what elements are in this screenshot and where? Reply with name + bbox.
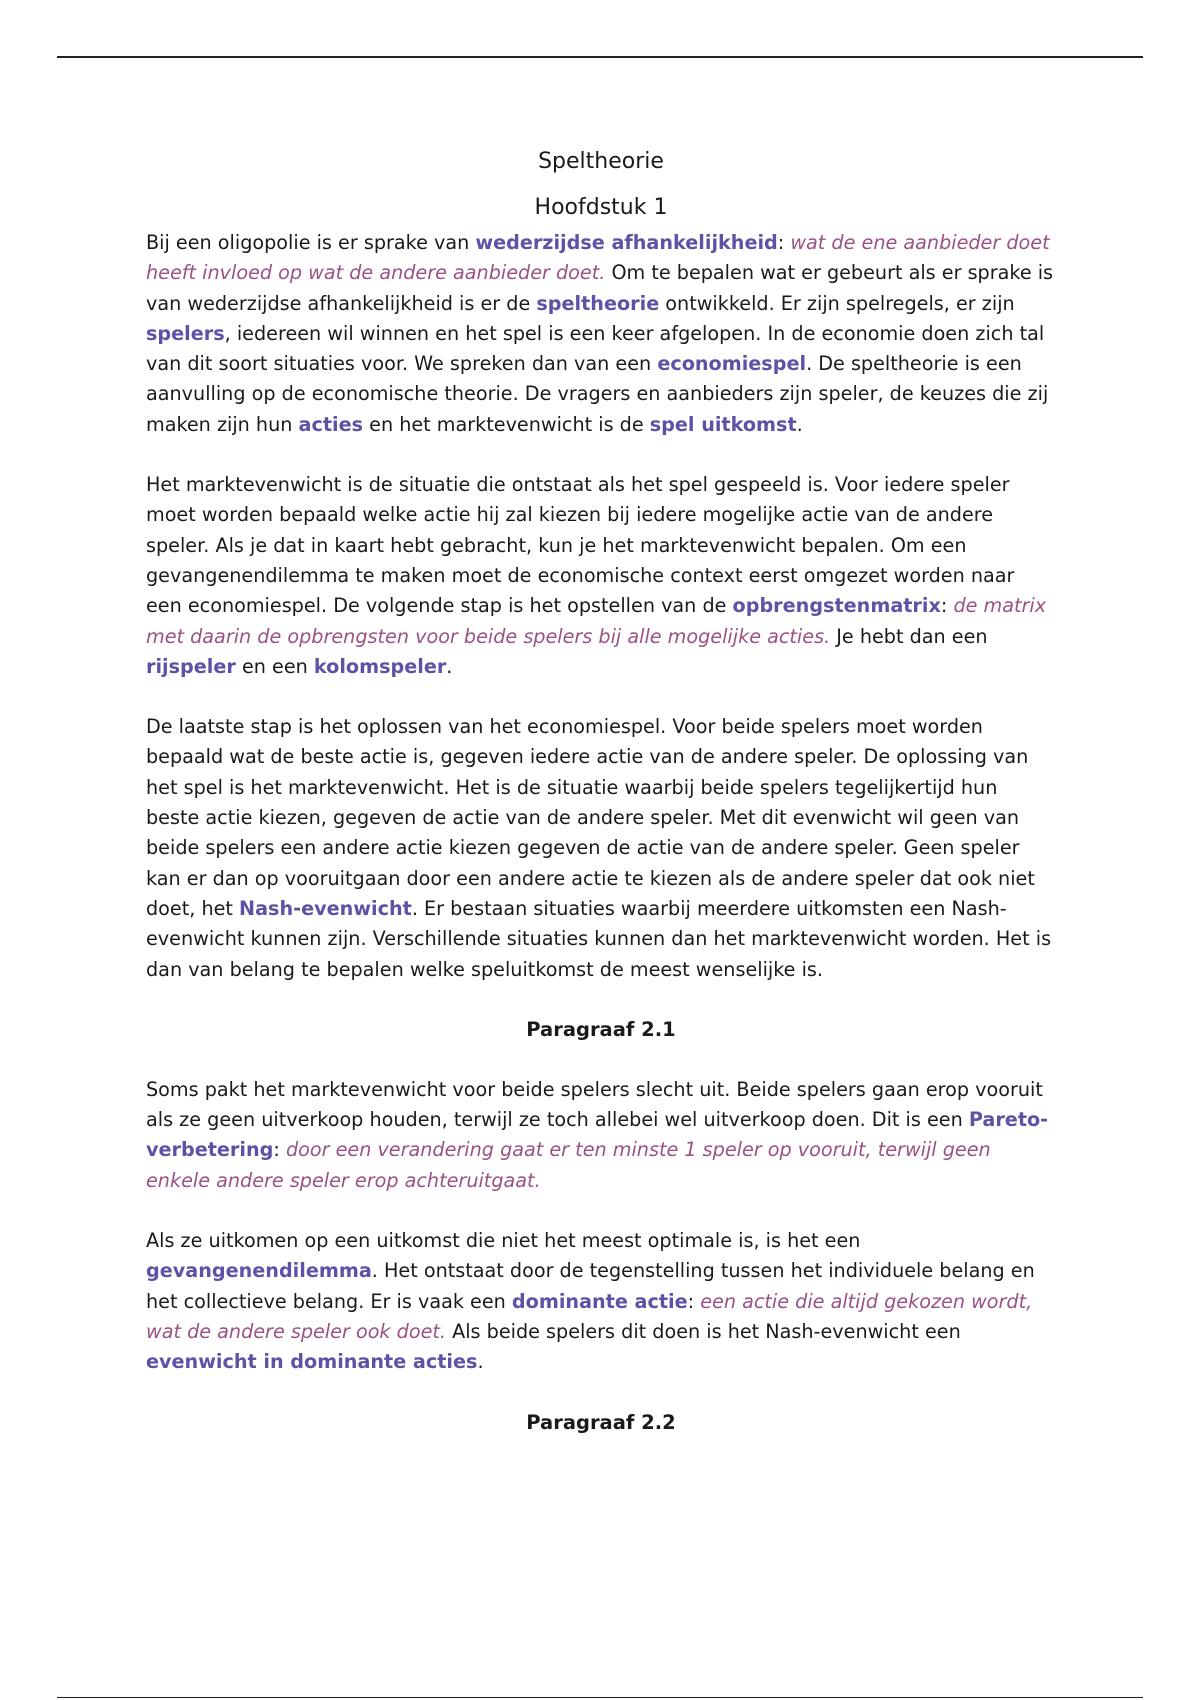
term-rijspeler: rijspeler bbox=[146, 654, 236, 678]
text-segment: Soms pakt het marktevenwicht voor beide spelers slecht uit. Beide spelers gaan erop vooruit als ze geen uitverkoop houden, terwijl ze toch allebei wel uitverkoop doen. Dit is een bbox=[146, 1077, 1043, 1132]
text-segment: Als ze uitkomen op een uitkomst die niet het meest optimale is, is het een bbox=[146, 1229, 861, 1253]
definition-pareto-verbetering: door een verandering gaat er ten minste 1 speler op vooruit, terwijl geen enkele andere speler erop achteruitgaat. bbox=[146, 1138, 991, 1192]
section-heading-2-1: Paragraaf 2.1 bbox=[526, 1017, 676, 1041]
text-segment: De laatste stap is het oplossen van het economiespel. Voor beide spelers moet worden bepaald wat de beste actie is, gegeven iedere actie van de andere speler. De oplossing van het spel is het marktevenwicht. Het is de situatie waarbij beide spelers tegelijkertijd hun beste actie kiezen, gegeven de actie van de andere speler. Met dit evenwicht wil geen van beide spelers een andere actie kiezen gegeven de actie van de andere speler. Geen speler kan er dan op vooruitgaan door een andere actie te kiezen als de andere speler dat ook niet doet, het bbox=[146, 715, 1035, 920]
top-rule bbox=[57, 56, 1143, 58]
text-segment: . De speltheorie is een aanvulling op de economische theorie. De vragers en aanbieders zijn speler, de keuzes die zij maken zijn hun bbox=[146, 352, 1049, 436]
paragraph-oligopolie bbox=[146, 228, 1056, 440]
text-segment: . Er bestaan situaties waarbij meerdere uitkomsten een Nash-evenwicht kunnen zijn. Verschillende situaties kunnen dan het marktevenwicht worden. Het is dan van belang te bepalen welke speluitkomst de meest wenselijke is. bbox=[146, 896, 1052, 981]
term-opbrengstenmatrix: opbrengstenmatrix bbox=[732, 594, 941, 618]
section-heading-2-2: Paragraaf 2.2 bbox=[526, 1410, 676, 1434]
term-kolomspeler: kolomspeler bbox=[313, 654, 447, 678]
paragraph-pareto bbox=[146, 1075, 1056, 1196]
term-speltheorie: speltheorie bbox=[536, 291, 660, 315]
document-body bbox=[146, 140, 1056, 1468]
text-segment: : bbox=[940, 594, 954, 618]
text-segment: Bij een oligopolie is er sprake van bbox=[146, 231, 476, 254]
term-pareto-verbetering: Pareto-verbetering bbox=[146, 1108, 1049, 1162]
paragraph-oplossen bbox=[146, 712, 1056, 985]
text-segment: : bbox=[777, 231, 791, 254]
term-gevangenendilemma: gevangenendilemma bbox=[146, 1259, 372, 1283]
definition-wederzijdse-afhankelijkheid: wat de ene aanbieder doet heeft invloed op wat de andere aanbieder doet. bbox=[146, 231, 1050, 285]
text-segment: : bbox=[273, 1138, 286, 1162]
term-nash-evenwicht: Nash-evenwicht bbox=[239, 896, 412, 920]
term-spelers: spelers bbox=[146, 321, 225, 345]
text-segment: . bbox=[446, 654, 453, 678]
bottom-rule bbox=[57, 1697, 1143, 1698]
term-economiespel: economiespel bbox=[657, 352, 807, 376]
text-segment: en een bbox=[235, 654, 314, 678]
paragraph-marktevenwicht bbox=[146, 470, 1056, 682]
text-segment: Als beide spelers dit doen is het Nash-evenwicht een bbox=[446, 1319, 961, 1343]
term-acties: acties bbox=[298, 412, 364, 436]
definition-dominante-actie: een actie die altijd gekozen wordt, wat de andere speler ook doet. bbox=[146, 1289, 1033, 1343]
term-wederzijdse-afhankelijkheid: wederzijdse afhankelijkheid bbox=[475, 231, 778, 254]
text-segment: en het marktevenwicht is de bbox=[363, 412, 650, 436]
document-title: Speltheorie bbox=[538, 149, 664, 174]
paragraph-gevangenendilemma bbox=[146, 1226, 1056, 1377]
term-dominante-actie: dominante actie bbox=[511, 1289, 688, 1313]
text-segment: Je hebt dan een bbox=[830, 624, 988, 648]
text-segment: . bbox=[477, 1350, 484, 1374]
text-segment: Het marktevenwicht is de situatie die ontstaat als het spel gespeeld is. Voor iedere speler moet worden bepaald welke actie hij zal kiezen bij iedere mogelijke actie van de andere speler. Als je dat in kaart hebt gebracht, kun je het marktevenwicht bepalen. Om een gevangenendilemma te maken moet de economische context eerst omgezet worden naar een economiespel. De volgende stap is het opstellen van de bbox=[146, 473, 1015, 618]
term-evenwicht-in-dominante-acties: evenwicht in dominante acties bbox=[146, 1350, 478, 1374]
definition-opbrengstenmatrix: de matrix met daarin de opbrengsten voor beide spelers bij alle mogelijke acties. bbox=[146, 594, 1047, 648]
text-segment: , iedereen wil winnen en het spel is een keer afgelopen. In de economie doen zich tal van dit soort situaties voor. We spreken dan van een bbox=[146, 321, 1045, 376]
text-segment: . Het ontstaat door de tegenstelling tussen het individuele belang en het collectieve belang. Er is vaak een bbox=[146, 1259, 1035, 1313]
text-segment: : bbox=[687, 1289, 701, 1313]
text-segment: Om te bepalen wat er gebeurt als er sprake is van wederzijdse afhankelijkheid is er de bbox=[146, 261, 1054, 315]
term-spel-uitkomst: spel uitkomst bbox=[649, 412, 797, 436]
text-segment: . bbox=[796, 412, 803, 436]
text-segment: ontwikkeld. Er zijn spelregels, er zijn bbox=[659, 291, 1015, 315]
chapter-heading: Hoofdstuk 1 bbox=[534, 195, 668, 220]
